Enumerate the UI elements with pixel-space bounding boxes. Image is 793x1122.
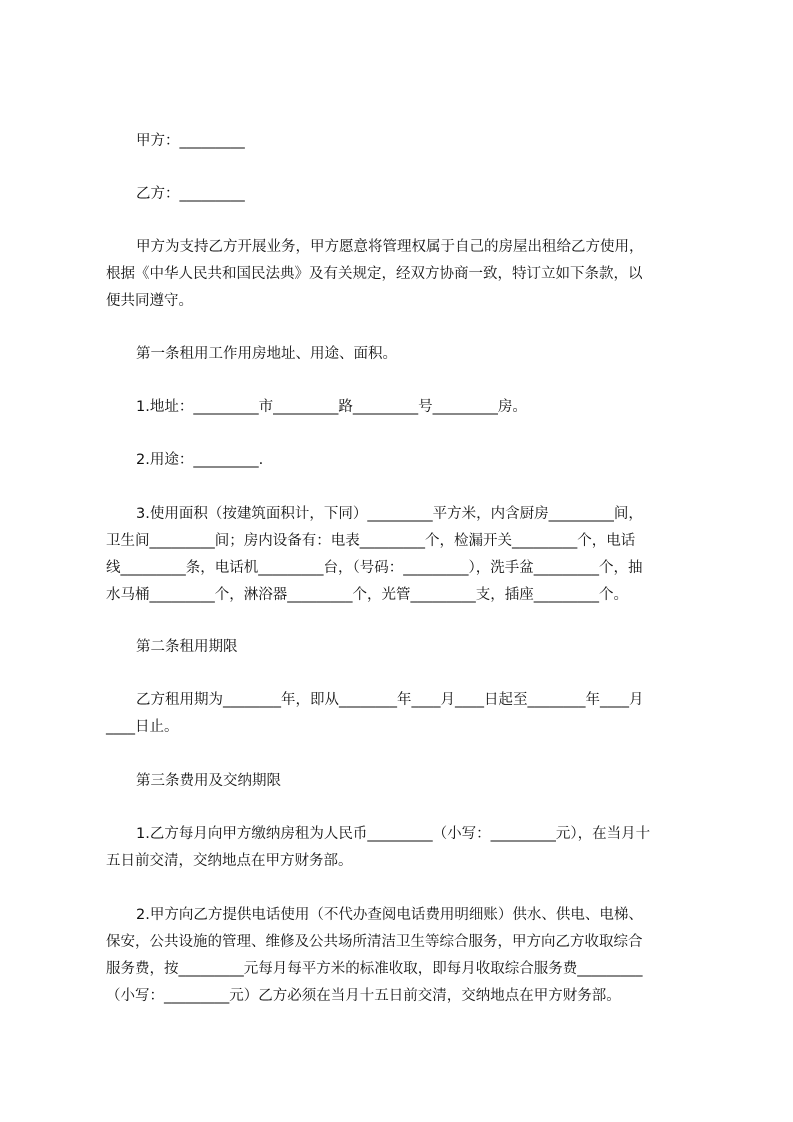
usage-text: 2.用途：_________. xyxy=(136,452,264,468)
service-line-1: 2.甲方向乙方提供电话使用（不代办查阅电话费用明细账）供水、供电、电梯、 xyxy=(136,907,643,923)
party-a-line xyxy=(106,128,731,155)
article-3-rent xyxy=(106,821,701,875)
party-b-line xyxy=(106,181,731,208)
intro-line-1: 甲方为支持乙方开展业务，甲方愿意将管理权属于自己的房屋出租给乙方使用， xyxy=(136,239,644,255)
term-line-1: 乙方租用期为________年，即从________年____月____日起至________年____月 xyxy=(136,692,644,708)
intro-line-2: 根据《中华人民共和国民法典》及有关规定，经双方协商一致，特订立如下条款，以 xyxy=(106,266,643,282)
rent-line-2: 五日前交清，交纳地点在甲方财务部。 xyxy=(106,853,353,869)
article-1-usage xyxy=(106,447,731,474)
term-line-2: ____日止。 xyxy=(106,719,179,735)
party-a-text: 甲方：_________ xyxy=(136,133,245,149)
area-line-3: 线_________条，电话机_________台，（号码：_________），洗手盆_________个，抽 xyxy=(106,560,643,576)
article-1-address xyxy=(106,394,731,421)
article-1-area xyxy=(106,501,701,609)
article-3-service xyxy=(106,902,701,1010)
rent-line-1: 1.乙方每月向甲方缴纳房租为人民币_________（小写：_________元），在当月十 xyxy=(136,826,651,842)
article-1-title-text: 第一条租用工作用房地址、用途、面积。 xyxy=(136,346,397,362)
article-3-title xyxy=(106,768,731,795)
service-line-2: 保安，公共设施的管理、维修及公共场所清洁卫生等综合服务，甲方向乙方收取综合 xyxy=(106,934,643,950)
article-3-title-text: 第三条费用及交纳期限 xyxy=(136,773,281,789)
address-text: 1.地址：_________市_________路_________号_________房。 xyxy=(136,399,527,415)
area-line-4: 水马桶_________个，淋浴器_________个，光管_________支，插座_________个。 xyxy=(106,587,628,603)
party-b-text: 乙方：_________ xyxy=(136,186,245,202)
service-line-4: （小写：_________元）乙方必须在当月十五日前交清，交纳地点在甲方财务部。 xyxy=(106,988,621,1004)
service-line-3: 服务费，按_________元每月每平方米的标准收取，即每月收取综合服务费_________ xyxy=(106,961,643,977)
area-line-2: 卫生间_________间；房内设备有：电表_________个，检漏开关_________个，电话 xyxy=(106,533,636,549)
intro-paragraph xyxy=(106,234,701,315)
intro-line-3: 便共同遵守。 xyxy=(106,293,193,309)
article-2-title-text: 第二条租用期限 xyxy=(136,639,238,655)
article-2-title xyxy=(106,634,731,661)
article-1-title xyxy=(106,341,731,368)
article-2-term xyxy=(106,687,701,741)
area-line-1: 3.使用面积（按建筑面积计，下同）_________平方米，内含厨房_________间， xyxy=(136,506,643,522)
